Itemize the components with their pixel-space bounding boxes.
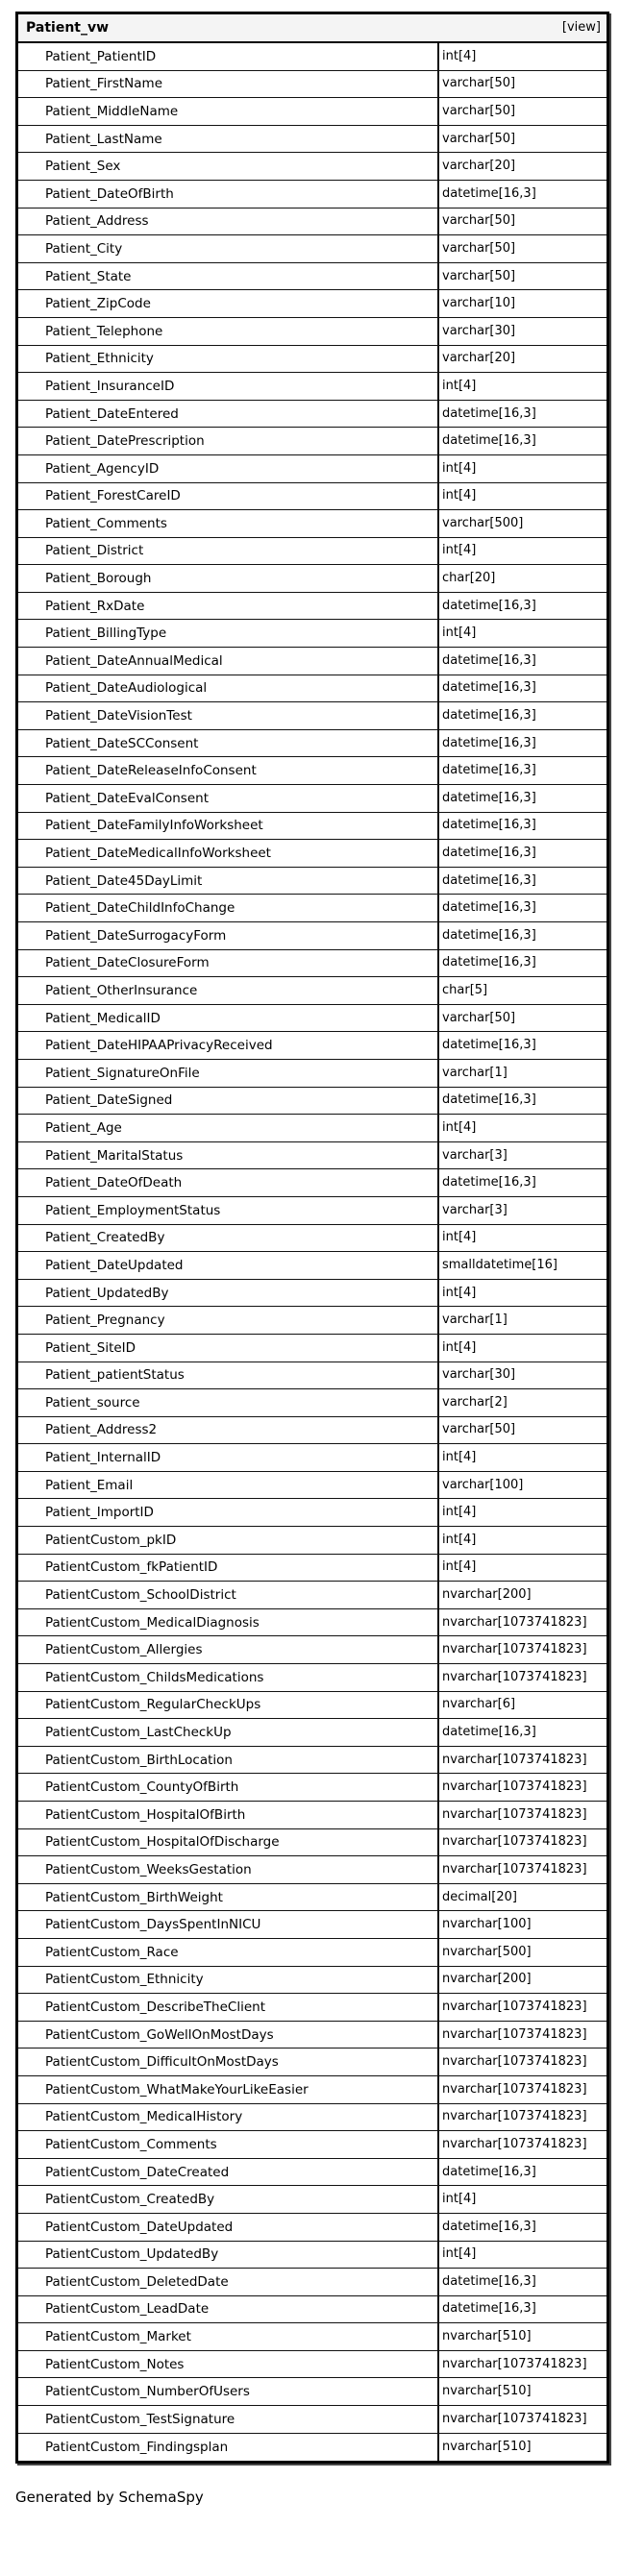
column-name: PatientCustom_UpdatedBy <box>18 2242 439 2269</box>
column-row <box>18 593 607 621</box>
column-name: Patient_MedicalID <box>18 1005 439 1032</box>
column-row <box>18 1005 607 1033</box>
column-name: Patient_patientStatus <box>18 1362 439 1389</box>
column-type: decimal[20] <box>442 1889 517 1904</box>
column-type: int[4] <box>442 1230 477 1245</box>
column-name: Patient_SiteID <box>18 1335 439 1362</box>
column-type: varchar[1] <box>442 1065 508 1080</box>
column-type: datetime[16,3] <box>442 1092 536 1108</box>
column-row <box>18 2214 607 2242</box>
column-name: Patient_Age <box>18 1115 439 1141</box>
column-name: PatientCustom_DateCreated <box>18 2159 439 2186</box>
column-type: nvarchar[1073741823] <box>442 1999 587 2014</box>
column-row <box>18 263 607 291</box>
column-name: Patient_BillingType <box>18 620 439 647</box>
column-type: datetime[16,3] <box>442 763 536 778</box>
column-name: Patient_DateVisionTest <box>18 702 439 729</box>
column-type: varchar[50] <box>442 1422 516 1437</box>
column-type: nvarchar[1073741823] <box>442 1752 587 1767</box>
column-type: datetime[16,3] <box>442 680 536 696</box>
column-name: Patient_Borough <box>18 565 439 592</box>
column-type: nvarchar[510] <box>442 2439 532 2454</box>
column-row <box>18 1169 607 1197</box>
column-name: Patient_DateSCConsent <box>18 730 439 757</box>
column-type: nvarchar[1073741823] <box>442 1779 587 1795</box>
column-type: nvarchar[1073741823] <box>442 2054 587 2070</box>
column-row <box>18 922 607 950</box>
column-row <box>18 2296 607 2324</box>
column-name: Patient_Ethnicity <box>18 346 439 373</box>
column-row <box>18 1307 607 1335</box>
column-type: nvarchar[1073741823] <box>442 1614 587 1630</box>
column-name: PatientCustom_LeadDate <box>18 2296 439 2323</box>
column-name: PatientCustom_DeletedDate <box>18 2269 439 2295</box>
column-type: int[4] <box>442 626 477 641</box>
column-name: Patient_DateHIPAAPrivacyReceived <box>18 1032 439 1059</box>
column-name: Patient_Pregnancy <box>18 1307 439 1334</box>
column-type: nvarchar[1073741823] <box>442 2356 587 2371</box>
column-row <box>18 1884 607 1912</box>
column-row <box>18 2022 607 2049</box>
column-name: Patient_DateEntered <box>18 401 439 428</box>
column-type: datetime[16,3] <box>442 790 536 805</box>
column-name: Patient_ImportID <box>18 1499 439 1526</box>
column-row <box>18 950 607 978</box>
column-name: PatientCustom_WhatMakeYourLikeEasier <box>18 2076 439 2103</box>
column-name: Patient_FirstName <box>18 71 439 98</box>
column-type: int[4] <box>442 48 477 63</box>
column-name: PatientCustom_MedicalDiagnosis <box>18 1609 439 1636</box>
column-type: datetime[16,3] <box>442 872 536 888</box>
column-row <box>18 2242 607 2269</box>
column-type: nvarchar[500] <box>442 1944 532 1959</box>
column-row <box>18 71 607 99</box>
column-row <box>18 2406 607 2434</box>
column-type: int[4] <box>442 1505 477 1520</box>
column-row <box>18 565 607 593</box>
column-name: Patient_DateMedicalInfoWorksheet <box>18 840 439 867</box>
column-name: PatientCustom_NumberOfUsers <box>18 2378 439 2405</box>
column-type: nvarchar[1073741823] <box>442 2136 587 2151</box>
column-type: varchar[50] <box>442 240 516 256</box>
column-type: datetime[16,3] <box>442 927 536 943</box>
column-type: datetime[16,3] <box>442 405 536 421</box>
column-type: varchar[500] <box>442 515 524 530</box>
column-name: Patient_EmploymentStatus <box>18 1197 439 1224</box>
column-row <box>18 1829 607 1857</box>
column-type: varchar[1] <box>442 1313 508 1328</box>
column-row <box>18 702 607 730</box>
column-name: Patient_UpdatedBy <box>18 1280 439 1307</box>
column-type: varchar[10] <box>442 296 516 311</box>
column-name: Patient_DateAnnualMedical <box>18 648 439 675</box>
column-name: Patient_DateAudiological <box>18 675 439 702</box>
column-name: PatientCustom_Market <box>18 2323 439 2350</box>
column-name: PatientCustom_TestSignature <box>18 2406 439 2433</box>
column-type: datetime[16,3] <box>442 955 536 970</box>
column-row <box>18 1115 607 1142</box>
column-name: Patient_Email <box>18 1472 439 1499</box>
column-row <box>18 1939 607 1967</box>
column-type: int[4] <box>442 1559 477 1575</box>
column-name: Patient_DateFamilyInfoWorksheet <box>18 813 439 840</box>
column-type: nvarchar[510] <box>442 2384 532 2399</box>
column-row <box>18 2159 607 2187</box>
column-row <box>18 1636 607 1664</box>
column-type: varchar[3] <box>442 1202 508 1217</box>
column-name: PatientCustom_ChildsMedications <box>18 1664 439 1691</box>
entity-box <box>15 12 609 2464</box>
column-row <box>18 235 607 263</box>
column-name: Patient_MiddleName <box>18 98 439 125</box>
column-row <box>18 373 607 401</box>
column-name: PatientCustom_RegularCheckUps <box>18 1692 439 1719</box>
column-type: varchar[50] <box>442 131 516 146</box>
column-row <box>18 1664 607 1692</box>
column-row <box>18 1527 607 1555</box>
column-name: Patient_DateReleaseInfoConsent <box>18 757 439 784</box>
column-row <box>18 730 607 758</box>
column-row <box>18 868 607 895</box>
column-row <box>18 1692 607 1720</box>
column-name: Patient_AgencyID <box>18 455 439 482</box>
column-type: nvarchar[200] <box>442 1972 532 1987</box>
column-type: nvarchar[510] <box>442 2329 532 2344</box>
column-type: datetime[16,3] <box>442 1175 536 1190</box>
column-name: PatientCustom_HospitalOfBirth <box>18 1802 439 1828</box>
column-name: PatientCustom_BirthWeight <box>18 1884 439 1911</box>
column-type: smalldatetime[16] <box>442 1257 557 1272</box>
entity-title: Patient_vw <box>26 20 110 36</box>
column-row <box>18 98 607 126</box>
column-row <box>18 181 607 209</box>
column-row <box>18 2131 607 2159</box>
column-row <box>18 1197 607 1225</box>
column-row <box>18 757 607 785</box>
column-type: datetime[16,3] <box>442 708 536 724</box>
column-type: nvarchar[1073741823] <box>442 2026 587 2042</box>
column-row <box>18 1609 607 1637</box>
column-row <box>18 1088 607 1116</box>
column-type: datetime[16,3] <box>442 846 536 861</box>
column-type: varchar[3] <box>442 1147 508 1163</box>
column-row <box>18 2351 607 2379</box>
column-type: char[5] <box>442 982 488 997</box>
column-type: varchar[50] <box>442 76 516 91</box>
column-type: varchar[20] <box>442 351 516 366</box>
column-row <box>18 2269 607 2296</box>
column-row <box>18 675 607 703</box>
column-row <box>18 1967 607 1995</box>
column-type: int[4] <box>442 2192 477 2207</box>
entity-header <box>18 14 607 43</box>
column-row <box>18 1774 607 1802</box>
column-name: Patient_ZipCode <box>18 290 439 317</box>
column-name: Patient_MaritalStatus <box>18 1142 439 1169</box>
column-name: Patient_SignatureOnFile <box>18 1060 439 1087</box>
column-type: nvarchar[1073741823] <box>442 2411 587 2426</box>
column-type: datetime[16,3] <box>442 818 536 833</box>
column-name: PatientCustom_Race <box>18 1939 439 1966</box>
column-row <box>18 538 607 566</box>
column-name: PatientCustom_CreatedBy <box>18 2186 439 2213</box>
column-row <box>18 1499 607 1527</box>
column-type: nvarchar[1073741823] <box>442 2109 587 2124</box>
column-type: int[4] <box>442 2246 477 2262</box>
column-type: datetime[16,3] <box>442 1725 536 1740</box>
column-row <box>18 1335 607 1362</box>
column-type: varchar[30] <box>442 1367 516 1383</box>
column-name: Patient_Date45DayLimit <box>18 868 439 895</box>
column-type: nvarchar[1073741823] <box>442 1834 587 1850</box>
column-name: Patient_State <box>18 263 439 290</box>
column-type: int[4] <box>442 378 477 393</box>
column-row <box>18 813 607 841</box>
column-type: int[4] <box>442 1119 477 1135</box>
column-row <box>18 2076 607 2104</box>
column-row <box>18 1362 607 1390</box>
column-type: varchar[20] <box>442 159 516 174</box>
column-row <box>18 1389 607 1417</box>
column-type: nvarchar[200] <box>442 1587 532 1603</box>
column-type: nvarchar[1073741823] <box>442 1806 587 1822</box>
column-name: PatientCustom_Ethnicity <box>18 1967 439 1994</box>
column-name: Patient_Address <box>18 209 439 235</box>
column-type: datetime[16,3] <box>442 2219 536 2234</box>
column-name: Patient_DateOfDeath <box>18 1169 439 1196</box>
column-type: varchar[50] <box>442 268 516 283</box>
column-row <box>18 1225 607 1253</box>
column-name: Patient_DateSurrogacyForm <box>18 922 439 949</box>
column-row <box>18 785 607 813</box>
column-row <box>18 2323 607 2351</box>
column-type: varchar[50] <box>442 1010 516 1025</box>
column-name: PatientCustom_fkPatientID <box>18 1555 439 1582</box>
column-name: Patient_Address2 <box>18 1417 439 1444</box>
column-name: Patient_PatientID <box>18 43 439 70</box>
column-row <box>18 318 607 346</box>
column-type: datetime[16,3] <box>442 1038 536 1053</box>
column-row <box>18 648 607 675</box>
column-name: Patient_RxDate <box>18 593 439 620</box>
column-row <box>18 209 607 236</box>
column-name: Patient_DatePrescription <box>18 428 439 454</box>
column-name: PatientCustom_Notes <box>18 2351 439 2378</box>
column-row <box>18 401 607 429</box>
column-row <box>18 1060 607 1088</box>
column-name: PatientCustom_LastCheckUp <box>18 1719 439 1746</box>
column-list <box>18 43 607 2461</box>
column-name: PatientCustom_HospitalOfDischarge <box>18 1829 439 1856</box>
column-name: Patient_District <box>18 538 439 565</box>
column-type: varchar[100] <box>442 1477 524 1492</box>
column-row <box>18 1417 607 1445</box>
column-row <box>18 840 607 868</box>
column-row <box>18 428 607 455</box>
column-type: datetime[16,3] <box>442 900 536 916</box>
column-name: PatientCustom_Allergies <box>18 1636 439 1663</box>
column-type: int[4] <box>442 1450 477 1465</box>
column-row <box>18 290 607 318</box>
column-name: PatientCustom_BirthLocation <box>18 1747 439 1774</box>
column-type: int[4] <box>442 1339 477 1355</box>
column-row <box>18 977 607 1005</box>
column-row <box>18 895 607 922</box>
column-type: char[20] <box>442 571 496 586</box>
column-row <box>18 1747 607 1775</box>
column-row <box>18 1142 607 1170</box>
column-row <box>18 2378 607 2406</box>
entity-kind-label: [view] <box>561 20 601 35</box>
column-name: PatientCustom_DateUpdated <box>18 2214 439 2241</box>
column-type: varchar[50] <box>442 103 516 118</box>
column-type: datetime[16,3] <box>442 652 536 668</box>
column-type: int[4] <box>442 488 477 503</box>
column-row <box>18 1802 607 1829</box>
column-type: int[4] <box>442 1285 477 1300</box>
column-type: datetime[16,3] <box>442 735 536 750</box>
footer-text: Generated by SchemaSpy <box>15 2489 204 2507</box>
column-name: Patient_DateClosureForm <box>18 950 439 977</box>
column-name: Patient_DateUpdated <box>18 1252 439 1279</box>
column-row <box>18 1856 607 1884</box>
column-type: varchar[30] <box>442 323 516 338</box>
column-row <box>18 510 607 538</box>
column-type: datetime[16,3] <box>442 433 536 449</box>
column-name: Patient_LastName <box>18 126 439 153</box>
column-row <box>18 2049 607 2076</box>
column-type: datetime[16,3] <box>442 2273 536 2289</box>
column-type: int[4] <box>442 543 477 558</box>
column-name: PatientCustom_pkID <box>18 1527 439 1554</box>
column-row <box>18 126 607 154</box>
column-type: nvarchar[1073741823] <box>442 1861 587 1877</box>
column-row <box>18 1582 607 1609</box>
column-row <box>18 1444 607 1472</box>
column-row <box>18 1032 607 1060</box>
column-row <box>18 2186 607 2214</box>
column-row <box>18 1280 607 1308</box>
column-name: PatientCustom_CountyOfBirth <box>18 1774 439 1801</box>
column-name: Patient_InternalID <box>18 1444 439 1471</box>
column-row <box>18 1555 607 1582</box>
column-name: Patient_CreatedBy <box>18 1225 439 1252</box>
column-type: int[4] <box>442 1532 477 1547</box>
column-row <box>18 1994 607 2022</box>
column-row <box>18 455 607 483</box>
column-type: int[4] <box>442 460 477 476</box>
column-name: PatientCustom_MedicalHistory <box>18 2104 439 2131</box>
column-type: datetime[16,3] <box>442 598 536 613</box>
column-type: datetime[16,3] <box>442 185 536 201</box>
column-type: nvarchar[1073741823] <box>442 1642 587 1657</box>
column-type: datetime[16,3] <box>442 2301 536 2317</box>
column-name: Patient_DateChildInfoChange <box>18 895 439 921</box>
column-row <box>18 483 607 511</box>
column-name: Patient_InsuranceID <box>18 373 439 400</box>
column-row <box>18 153 607 181</box>
column-row <box>18 346 607 374</box>
column-name: PatientCustom_Findingsplan <box>18 2434 439 2462</box>
column-row <box>18 2434 607 2462</box>
column-row <box>18 1911 607 1939</box>
column-row <box>18 1719 607 1747</box>
column-name: PatientCustom_GoWellOnMostDays <box>18 2022 439 2049</box>
column-name: PatientCustom_DifficultOnMostDays <box>18 2049 439 2075</box>
column-name: Patient_DateOfBirth <box>18 181 439 208</box>
column-row <box>18 620 607 648</box>
column-row <box>18 43 607 71</box>
column-name: PatientCustom_WeeksGestation <box>18 1856 439 1883</box>
column-type: datetime[16,3] <box>442 2164 536 2179</box>
column-name: Patient_ForestCareID <box>18 483 439 510</box>
column-name: Patient_Sex <box>18 153 439 180</box>
column-name: PatientCustom_DescribeTheClient <box>18 1994 439 2021</box>
column-type: nvarchar[100] <box>442 1917 532 1932</box>
column-name: Patient_Telephone <box>18 318 439 345</box>
column-name: PatientCustom_SchoolDistrict <box>18 1582 439 1608</box>
column-name: Patient_DateSigned <box>18 1088 439 1115</box>
column-row <box>18 1252 607 1280</box>
column-row <box>18 1472 607 1500</box>
column-type: nvarchar[1073741823] <box>442 1669 587 1684</box>
column-type: varchar[2] <box>442 1394 508 1410</box>
column-name: Patient_OtherInsurance <box>18 977 439 1004</box>
column-name: Patient_Comments <box>18 510 439 537</box>
column-name: PatientCustom_DaysSpentInNICU <box>18 1911 439 1938</box>
column-type: nvarchar[6] <box>442 1697 516 1712</box>
column-name: PatientCustom_Comments <box>18 2131 439 2158</box>
column-name: Patient_DateEvalConsent <box>18 785 439 812</box>
column-type: varchar[50] <box>442 213 516 229</box>
column-name: Patient_City <box>18 235 439 262</box>
column-name: Patient_source <box>18 1389 439 1416</box>
column-row <box>18 2104 607 2132</box>
column-type: nvarchar[1073741823] <box>442 2081 587 2097</box>
